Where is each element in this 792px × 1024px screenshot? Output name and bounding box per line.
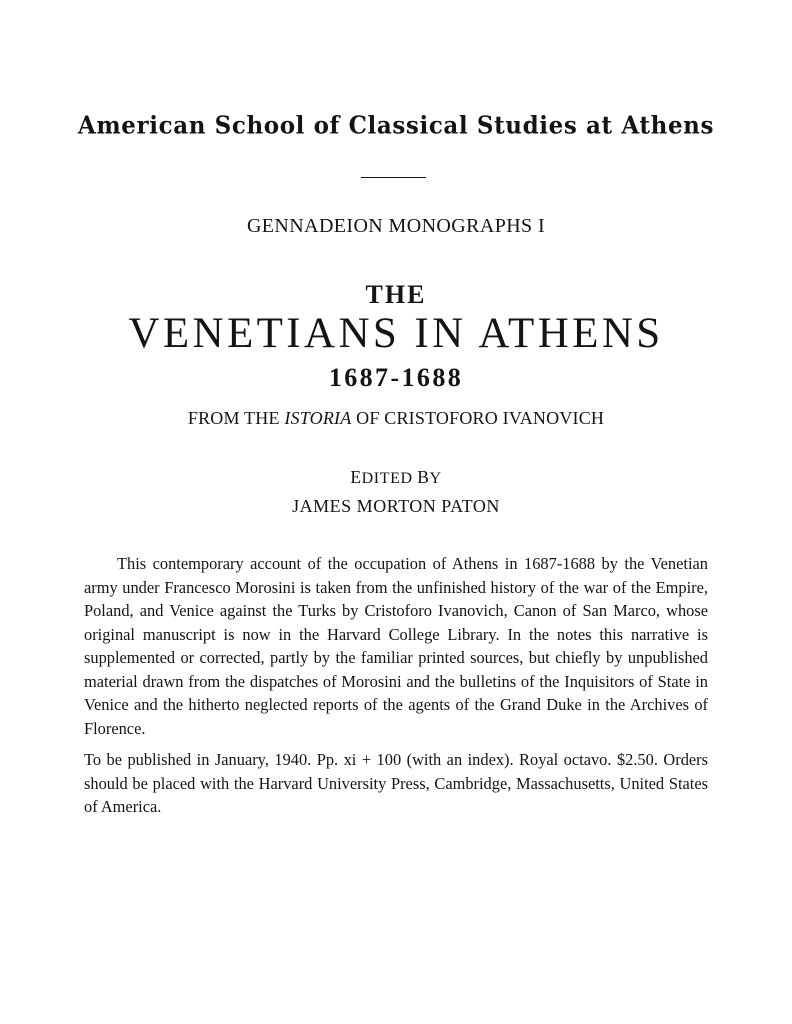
edited-by-rest: DITED [361,470,418,487]
description-paragraph: This contemporary account of the occupation of Athens in 1687-1688 by the Venetian army under Francesco Morosini is taken from the unfinished history of the war of the Empire, Poland, and Venice against the Turks by Cristoforo Ivanovich, Canon of San Marco, whose original manuscript is now in the Harvard College Library. In the notes this narrative is supplemented or corrected, partly by the familiar printed sources, but chiefly by unpublished material drawn from the dispatches of Morosini and the bulletins of the Inquisitors of State in Venice and the hitherto neglected reports of the agents of the Grand Duke in the Archives of Florence. [84,554,708,738]
institution-heading: American School of Classical Studies at Athens [77,111,715,140]
subtitle-italic-word: ISTORIA [284,408,352,428]
book-title: VENETIANS IN ATHENS [128,310,664,357]
publication-info-paragraph: To be published in January, 1940. Pp. xi + 100 (with an index). Royal octavo. $2.50. Orders should be placed with the Harvard University Press, Cambridge, Massachusetts, United States of America. [84,750,708,816]
editor-name: JAMES MORTON PATON [292,496,500,516]
edited-by-initial-b: B [417,467,430,487]
subtitle-suffix: OF CRISTOFORO IVANOVICH [351,408,605,428]
edited-by-initial-e: E [350,467,362,487]
subtitle-prefix: FROM THE [187,408,285,428]
book-subtitle [0,408,792,429]
edited-by-label [0,467,792,488]
series-title: GENNADEION MONOGRAPHS I [246,215,546,237]
edited-by-y: Y [429,470,442,487]
title-dates: 1687-1688 [328,363,464,392]
divider-rule [361,177,426,178]
title-the: THE [365,280,427,309]
